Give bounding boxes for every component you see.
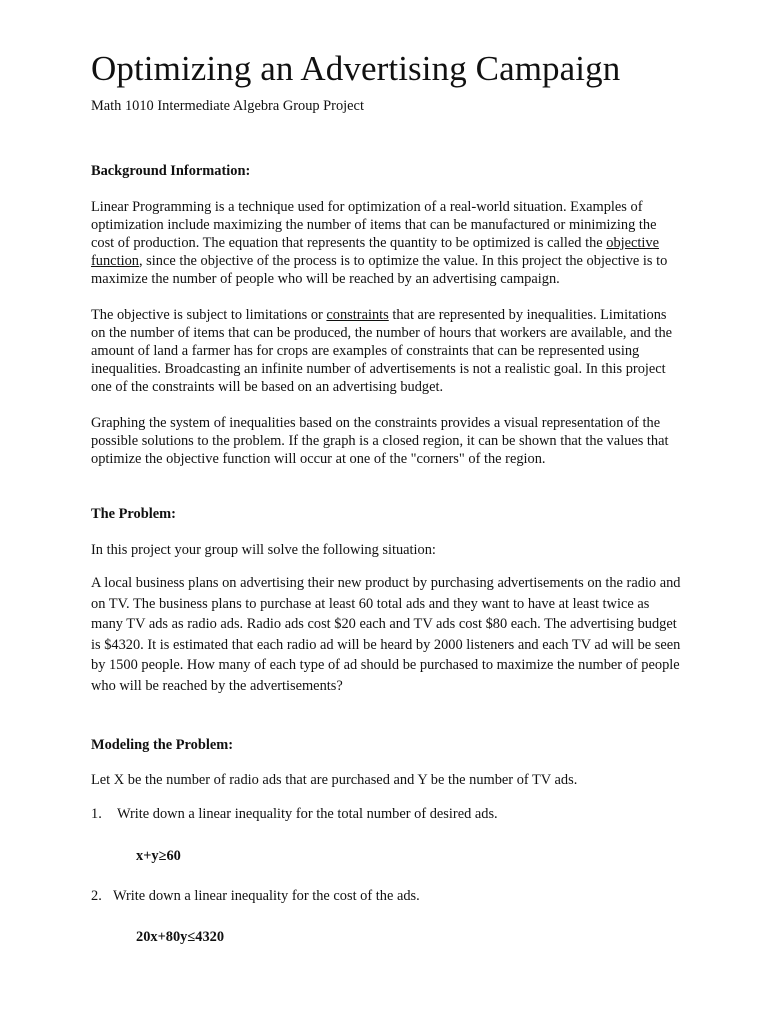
problem-text: A local business plans on advertising their new product by purchasing advertisements on the radio and on TV. The business plans to purchase at least 60 total ads and they want to have at least twice as many TV ads as radio ads. Radio ads cost $20 each and TV ads cost $80 each. The advertising budget is $4320. It is estimated that each radio ad will be heard by 2000 listeners and each TV ad will be seen by 1500 people. How many of each type of ad should be purchased to maximize the number of people who will be reached by the advertisements?: [91, 575, 681, 694]
question-1: 1. Write down a linear inequality for the total number of desired ads.: [91, 806, 498, 822]
document-subtitle: Math 1010 Intermediate Algebra Group Project: [91, 98, 364, 114]
objective-function-term: objective function: [91, 235, 660, 269]
background-paragraph-2: The objective is subject to limitations or constraints that are represented by inequalities. Limitations on the number of items that can be produced, the number of hours that workers are available, and the amount of land a farmer has for crops are examples of constraints that can be represented using inequalities. Broadcasting an infinite number of advertisements is not a realistic goal. In this project one of the constraints will be based on an advertising budget.: [91, 307, 673, 395]
answer-2: 20x+80y≤4320: [136, 929, 225, 945]
modeling-heading: Modeling the Problem:: [91, 737, 234, 753]
document-page: [91, 48, 681, 946]
problem-intro: In this project your group will solve the following situation:: [91, 542, 436, 558]
question-2: 2. Write down a linear inequality for the cost of the ads.: [91, 888, 420, 904]
background-paragraph-3: Graphing the system of inequalities based on the constraints provides a visual representation of the possible solutions to the problem. If the graph is a closed region, it can be shown that the values that optimize the objective function will occur at one of the "corners" of the region.: [91, 415, 669, 467]
background-heading: Background Information:: [91, 163, 251, 179]
background-paragraph-1: Linear Programming is a technique used for optimization of a real-world situation. Examples of optimization include maximizing the number of items that can be manufactured or minimizing the cost of production. The equation that represents the quantity to be optimized is called the objective function, since the objective of the process is to optimize the value. In this project the objective is to maximize the number of people who will be reached by an advertising campaign.: [91, 199, 668, 287]
constraints-term: constraints: [326, 307, 389, 323]
document-title: Optimizing an Advertising Campaign: [91, 49, 621, 88]
problem-heading: The Problem:: [91, 506, 176, 522]
modeling-intro: Let X be the number of radio ads that are purchased and Y be the number of TV ads.: [91, 772, 578, 788]
answer-1: x+y≥60: [136, 848, 181, 864]
